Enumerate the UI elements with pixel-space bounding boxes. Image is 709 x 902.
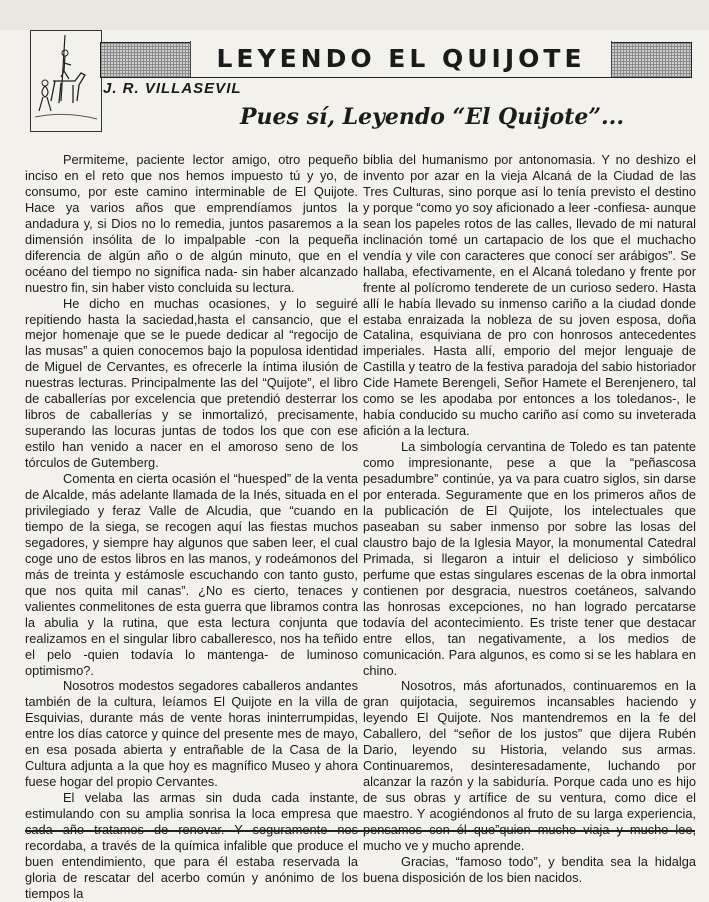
author-name: J. R. VILLASEVIL — [103, 80, 242, 97]
page-top-edge — [0, 0, 709, 30]
don-quixote-sancho-icon — [31, 31, 101, 131]
paragraph: Comenta en cierta ocasión el “huesped” de la venta de Alcalde, más adelante llamada de la Inés, situada en el privilegiado y feraz Valle de Alcudia, que “cuando en tiempo de la siega, se recogen aquí las fiestas muchos segadores, y siempre hay algunos que saben leer, el cual coge uno de estos libros en las manos, y rodeámonos del más de treinta y estámosle escuchando con tanto gusto, que nos quita mil canas”. ¿No es cierto, tenaces y valientes conmelitones de esta guerra que libramos contra la abulia y la rutina, que esta lectura conjunta que realizamos en el singular libro caballeresco, nos ha teñido el pelo -quien todavía lo mantenga- de luminoso optimismo?. — [25, 471, 358, 678]
paragraph: La simbología cervantina de Toledo es tan patente como impresionante, pese a que la “peñascosa pesadumbre” continúe, ya va para cuatro siglos, sin darse por enterada. Seguramente que en los primeros años de la publicación de El Quijote, los intelectuales que paseaban su saber inmenso por sobre las losas del claustro bajo de la Iglesia Mayor, la monumental Catedral Primada, si llegaron a intuir el delicioso y simbólico perfume que estas singulares escenas de la obra inmortal contienen por desgracia, nuestros coetáneos, salvando las honrosas excepciones, no han logrado percatarse todavía del acontecimiento. Es triste tener que destacar entre ellos, tan negativamente, a los medios de comunicación. Para algunos, es como si se les hablara en chino. — [363, 439, 696, 678]
illustration-frame — [30, 30, 102, 132]
paragraph: Nosotros, más afortunados, continuaremos en la gran quijotacia, seguiremos incansables haciendo y leyendo El Quijote. Nos mantendremos en la fe del Caballero, del “señor de los justos” que dijera Rubén Dario, leyendo su Historia, velando sus armas. Continuaremos, desinteresadamente, luchando por alcanzar la razón y la sabiduría. Porque cada uno es hijo de sus obras y artífice de su ventura, como dice el maestro. Y acogiéndonos al fruto de su larga experiencia, pensamos con él que”quien mucho viaja y mucho lee, mucho ve y mucho aprende. — [363, 678, 696, 853]
article-column-right — [363, 152, 696, 886]
paragraph: He dicho en muchas ocasiones, y lo seguiré repitiendo hasta la saciedad,hasta el cansancio, que el mejor homenaje que se le puede dedicar al “regocijo de las musas” a quien conocemos bajo la populosa identidad de Miguel de Cervantes, es ofrecerle la íntima ilusión de nuestras lecturas. Principalmente las del “Quijote”, el libro de caballerías por excelencia que pretendió desterrar los libros de caballerías y se inmortalizó, precisamente, superando las locuras juntas de todos los que con ese estilo han venido a nacer en el amoroso seno de los tórculos de Gutemberg. — [25, 295, 358, 471]
paragraph: Nosotros modestos segadores caballeros andantes también de la cultura, leíamos El Quijote en la villa de Esquivias, durante más de vente horas ininterrumpidas, entre los días catorce y quince del presente mes de mayo, en esa posada abierta y entrañable de la Casa de la Cultura adjunta a la que hoy es magnífico Museo y ahora fuese hogar del propio Cervantes. — [25, 678, 358, 790]
article-column-left — [25, 152, 358, 902]
paragraph: Permiteme, paciente lector amigo, otro pequeño inciso en el reto que nos hemos impuesto tú y yo, de consumo, por este camino interminable de El Quijote. Hace ya varios años que emprendíamos juntos la andadura y, si Dios no lo remedia, juntos pasaremos a la dimensión insólita de lo impalpable -con la pequeña diferencia de algún año o de algún minuto, que en el océano del tiempo no significa nada- sin haber alcanzado nuestro fin, sin haber visto concluida su lectura. — [25, 152, 358, 295]
paragraph: Gracias, “famoso todo”, y bendita sea la hidalga buena disposición de los bien nacidos. — [363, 853, 696, 885]
section-title: LEYENDO EL QUIJOTE — [190, 41, 612, 77]
paragraph: El velaba las armas sin duda cada instante, estimulando con su amplia sonrisa la loca empresa que cada año tratamos de renovar. Y seguramente nos recordaba, a través de la química infalible que produce el buen entendimiento, que para él estaba reservada la gloria de rescatar del acerbo común y anónimo de los tiempos la — [25, 790, 358, 901]
footer-rule — [25, 830, 695, 832]
paragraph-continued: biblia del humanismo por antonomasia. Y no deshizo el invento por azar en la vieja Alcaná de la Ciudad de las Tres Culturas, sino porque así lo tenía previsto el destino y porque “como yo soy aficionado a leer -confiesa- aunque sean los papeles rotos de las calles, llevado de mi natural inclinación tomé un cartapacio de los que el muchacho vendía y vile con caracteres que conocí ser arábigos”. Se hallaba, efectivamente, en el Alcaná toledano y frente por frente al polícromo tenderete de un curioso sedero. Hasta allí le había llevado su inmenso cariño a la ciudad donde estaba enraizada la nobleza de su joven esposa, doña Catalina, esquiviana de pro con honrosos antecedentes imperiales. Hasta allí, emporio del mejor lenguaje de Castilla y teatro de la festiva paradoja del sabio historiador Cide Hamete Berengeli, Señor Hamete el Berenjenero, tal como se les apodaba por entonces a los toledanos-, le había conducido su mucho cariño así como su inveterada afición a la lectura. — [363, 152, 696, 439]
article-subtitle: Pues sí, Leyendo “El Quijote”... — [240, 104, 624, 130]
